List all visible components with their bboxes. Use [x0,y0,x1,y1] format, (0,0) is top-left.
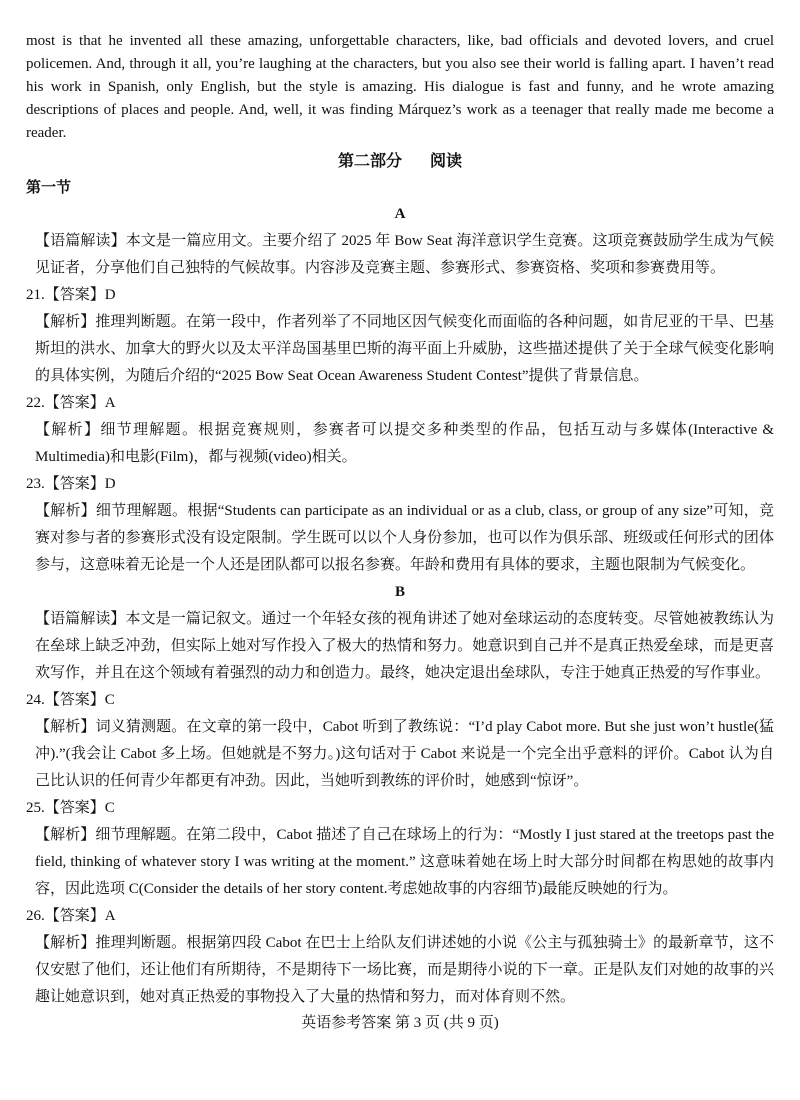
passage-summary: 【语篇解读】本文是一篇应用文。主要介绍了 2025 年 Bow Seat 海洋意识学生竞赛。这项竞赛鼓励学生成为气候见证者，分享他们自己独特的气候故事。内容涉及竞赛主题、参赛形式、参赛资格、奖项和参赛费用等。 [35,233,774,276]
question-25 [26,795,774,903]
section-part: 第二部分 [337,153,402,170]
explanation: 【解析】推理判断题。在第一段中，作者列举了不同地区因气候变化而面临的各种问题，如肯尼亚的干旱、巴基斯坦的洪水、加拿大的野火以及太平洋岛国基里巴斯的海平面上升威胁，这些描述提供了关于全球气候变化影响的具体实例，为随后介绍的“2025 Bow Seat Ocean Awareness Student Contest”提供了背景信息。 [35,314,774,384]
explanation: 【解析】细节理解题。在第二段中，Cabot 描述了自己在球场上的行为：“Mostly I just stared at the treetops past the field, thinking of whatever story I was writing at the moment.” 这意味着她在场上时大部分时间都在构思她的故事内容，因此选项 C(Consider the details of her story content.考虑她故事的内容细节)最能反映她的行为。 [35,827,774,897]
page-footer: 英语参考答案 第 3 页 (共 9 页) [301,1015,499,1031]
intro-paragraph: most is that he invented all these amazing, unforgettable characters, like, bad officials and devoted lovers, and cruel policemen. And, through it all, you’re laughing at the characters, but you also see their world is falling apart. I haven’t read his work in Spanish, only English, but the style is amazing. His dialogue is fast and funny, and he wrote amazing descriptions of places and people. And, well, it was finding Márquez’s work as a teenager that really made me become a reader. [26,33,774,141]
part-label: A [394,206,406,222]
explanation: 【解析】细节理解题。根据“Students can participate as an individual or as a club, class, or group of any size”可知，竞赛对参与者的参赛形式没有设定限制。学生既可以以个人身份参加，也可以作为俱乐部、班级或任何形式的团体参与，这意味着无论是一个人还是团队都可以报名参赛。年龄和费用有具体的要求，主题也限制为气候变化。 [35,503,774,573]
answer: 24.【答案】C [26,692,115,708]
question-26 [26,903,774,1011]
subsection-title: 第一节 [26,180,72,196]
passage-summary: 【语篇解读】本文是一篇记叙文。通过一个年轻女孩的视角讲述了她对垒球运动的态度转变。尽管她被教练认为在垒球上缺乏冲劲，但实际上她对写作投入了极大的热情和努力。她意识到自己并不是真正热爱垒球，而是更喜欢写作，并且在这个领域有着强烈的动力和创造力。最终，她决定退出垒球队，专注于她真正热爱的写作事业。 [35,611,774,681]
explanation: 【解析】词义猜测题。在文章的第一段中，Cabot 听到了教练说：“I’d play Cabot more. But she just won’t hustle(猛冲).”(我会让 Cabot 多上场。但她就是不努力。)这句话对于 Cabot 来说是一个完全出乎意料的评价。Cabot 认为自己比认识的任何青少年都更有冲劲。因此，当她听到教练的评价时，她感到“惊讶”。 [35,719,774,789]
answer: 22.【答案】A [26,395,116,411]
question-24 [26,687,774,795]
part-label: B [394,584,405,600]
explanation: 【解析】推理判断题。根据第四段 Cabot 在巴士上给队友们讲述她的小说《公主与孤独骑士》的最新章节，这不仅安慰了他们，还让他们有所期待，不是期待下一场比赛，而是期待小说的下一章。正是队友们对她的故事的兴趣让她意识到，她对真正热爱的事物投入了大量的热情和努力，而对体育则不然。 [35,935,774,1005]
question-22 [26,390,774,471]
answer: 26.【答案】A [26,908,116,924]
part-b [26,579,774,1011]
question-21 [26,282,774,390]
answer: 23.【答案】D [26,476,116,492]
part-a [26,201,774,579]
section-title [26,149,774,175]
explanation: 【解析】细节理解题。根据竞赛规则，参赛者可以提交多种类型的作品，包括互动与多媒体(Interactive & Multimedia)和电影(Film)，都与视频(video)相关。 [35,422,774,465]
question-23 [26,471,774,579]
answer: 21.【答案】D [26,287,116,303]
answer: 25.【答案】C [26,800,115,816]
section-name: 阅读 [430,153,463,170]
